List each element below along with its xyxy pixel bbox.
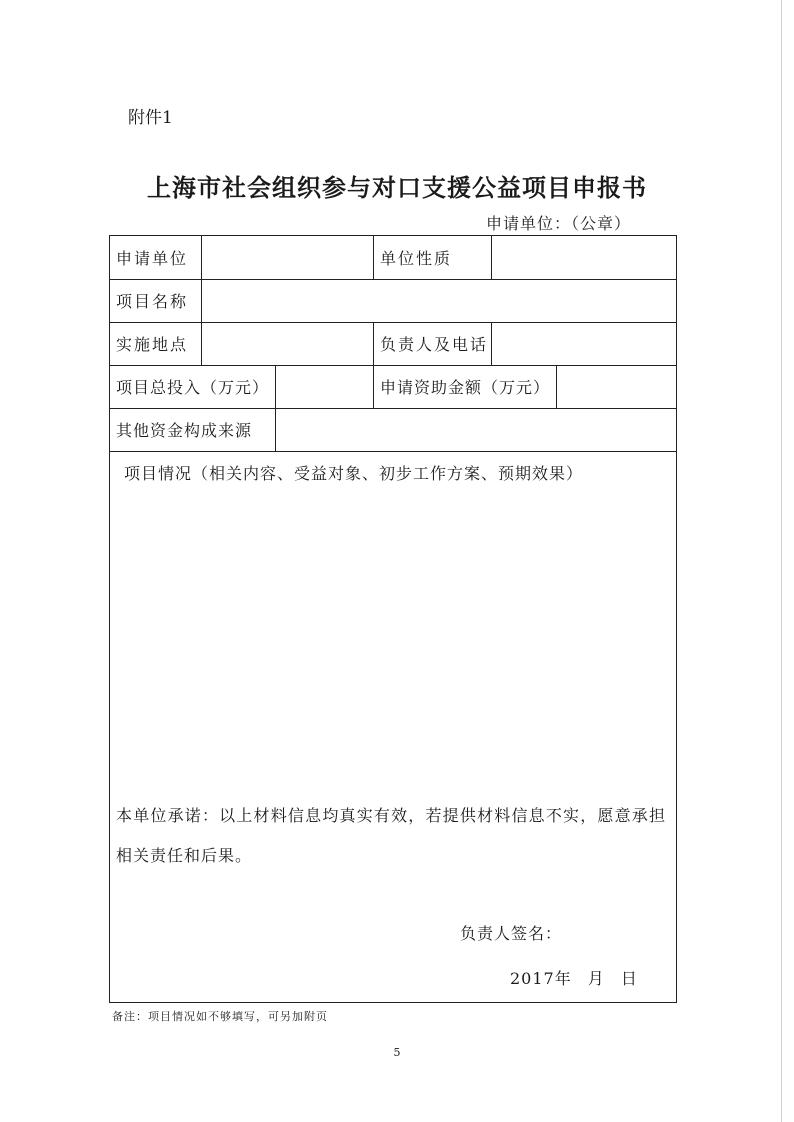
form-row-project-name [110, 279, 676, 323]
date-line: 2017年 月 日 [510, 969, 638, 988]
project-section[interactable] [110, 451, 676, 1002]
page-title: 上海市社会组织参与对口支援公益项目申报书 [147, 173, 647, 202]
form-row-applicant [110, 236, 676, 280]
form-row-other-funding [110, 408, 676, 452]
page-number: 5 [393, 1046, 401, 1059]
project-name-field[interactable] [202, 279, 676, 322]
location-label: 实施地点 [116, 335, 189, 354]
form-row-location [110, 322, 676, 366]
contact-field[interactable] [492, 322, 676, 365]
form-row-budget [110, 365, 676, 409]
total-investment-label: 项目总投入（万元） [116, 378, 270, 397]
requested-funding-label: 申请资助金额（万元） [380, 378, 551, 397]
scan-edge-line [781, 0, 782, 1122]
contact-label: 负责人及电话 [380, 335, 489, 354]
other-funding-label: 其他资金构成来源 [116, 421, 253, 440]
signature-label: 负责人签名： [460, 924, 563, 943]
application-form [109, 235, 677, 1003]
attachment-label: 附件1 [128, 108, 173, 128]
commitment-statement: 本单位承诺：以上材料信息均真实有效，若提供材料信息不实，愿意承担相关责任和后果。 [116, 806, 666, 865]
seal-note: 申请单位：（公章） [486, 214, 632, 233]
requested-funding-field[interactable] [557, 365, 676, 408]
other-funding-field[interactable] [276, 408, 676, 451]
org-type-label: 单位性质 [380, 249, 453, 268]
applicant-label: 申请单位 [116, 249, 189, 268]
project-section-heading: 项目情况（相关内容、受益对象、初步工作方案、预期效果） [124, 464, 584, 483]
project-name-label: 项目名称 [116, 292, 189, 311]
org-type-field[interactable] [492, 236, 676, 279]
footnote: 备注：项目情况如不够填写，可另加附页 [112, 1010, 328, 1023]
